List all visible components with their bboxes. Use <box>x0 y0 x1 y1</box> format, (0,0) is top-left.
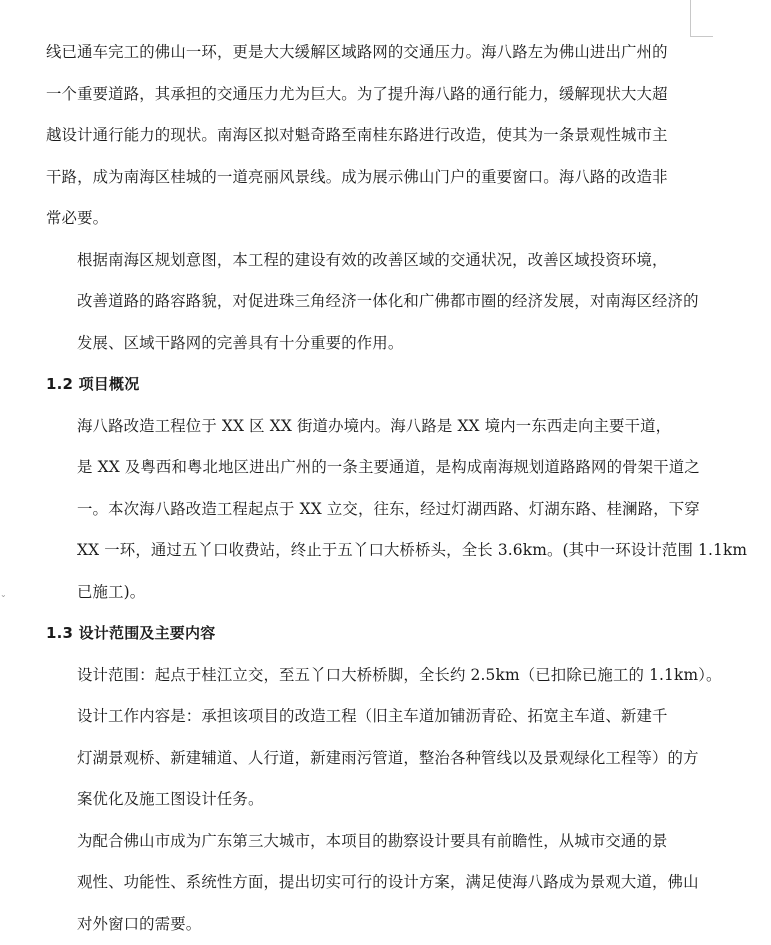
section-heading: 1.3 设计范围及主要内容 <box>46 613 692 655</box>
paragraph-line: 对外窗口的需要。 <box>46 904 692 945</box>
body-paragraph <box>46 821 692 945</box>
paragraph-line: XX 一环，通过五丫口收费站，终止于五丫口大桥桥头，全长 3.6km。(其中一环设计范围 1.1km <box>46 530 692 572</box>
paragraph-line: 设计工作内容是：承担该项目的改造工程（旧主车道加铺沥青砼、拓宽主车道、新建千 <box>46 696 692 738</box>
paragraph-line: 是 XX 及粤西和粤北地区进出广州的一条主要通道，是构成南海规划道路路网的骨架干道之 <box>46 447 692 489</box>
paragraph-line: 线已通车完工的佛山一环，更是大大缓解区域路网的交通压力。海八路左为佛山进出广州的 <box>46 32 692 74</box>
paragraph-line: 根据南海区规划意图，本工程的建设有效的改善区域的交通状况，改善区域投资环境， <box>46 240 692 282</box>
section-heading: 1.2 项目概况 <box>46 364 692 406</box>
body-paragraph <box>46 406 692 614</box>
paragraph-line: 常必要。 <box>46 198 692 240</box>
body-paragraph <box>46 696 692 821</box>
body-paragraph <box>46 32 692 240</box>
margin-arrow-icon: ⌄ <box>0 592 6 598</box>
paragraph-line: 已施工)。 <box>46 572 692 614</box>
body-paragraph <box>46 240 692 365</box>
paragraph-line: 干路，成为南海区桂城的一道亮丽风景线。成为展示佛山门户的重要窗口。海八路的改造非 <box>46 157 692 199</box>
paragraph-line: 改善道路的路容路貌，对促进珠三角经济一体化和广佛都市圈的经济发展，对南海区经济的 <box>46 281 692 323</box>
paragraph-line: 观性、功能性、系统性方面，提出切实可行的设计方案，满足使海八路成为景观大道，佛山 <box>46 862 692 904</box>
body-paragraph <box>46 655 692 697</box>
document-body <box>46 32 692 945</box>
paragraph-line: 设计范围：起点于桂江立交，至五丫口大桥桥脚，全长约 2.5km（已扣除已施工的 1.1km）。 <box>46 655 692 697</box>
paragraph-line: 一。本次海八路改造工程起点于 XX 立交，往东，经过灯湖西路、灯湖东路、桂澜路，下穿 <box>46 489 692 531</box>
paragraph-line: 案优化及施工图设计任务。 <box>46 779 692 821</box>
paragraph-line: 越设计通行能力的现状。南海区拟对魁奇路至南桂东路进行改造，使其为一条景观性城市主 <box>46 115 692 157</box>
paragraph-line: 为配合佛山市成为广东第三大城市，本项目的勘察设计要具有前瞻性，从城市交通的景 <box>46 821 692 863</box>
paragraph-line: 灯湖景观桥、新建辅道、人行道，新建雨污管道，整治各种管线以及景观绿化工程等）的方 <box>46 738 692 780</box>
paragraph-line: 一个重要道路，其承担的交通压力尤为巨大。为了提升海八路的通行能力，缓解现状大大超 <box>46 74 692 116</box>
paragraph-line: 发展、区域干路网的完善具有十分重要的作用。 <box>46 323 692 365</box>
page-corner-mark <box>690 0 713 37</box>
paragraph-line: 海八路改造工程位于 XX 区 XX 街道办境内。海八路是 XX 境内一东西走向主要干道， <box>46 406 692 448</box>
